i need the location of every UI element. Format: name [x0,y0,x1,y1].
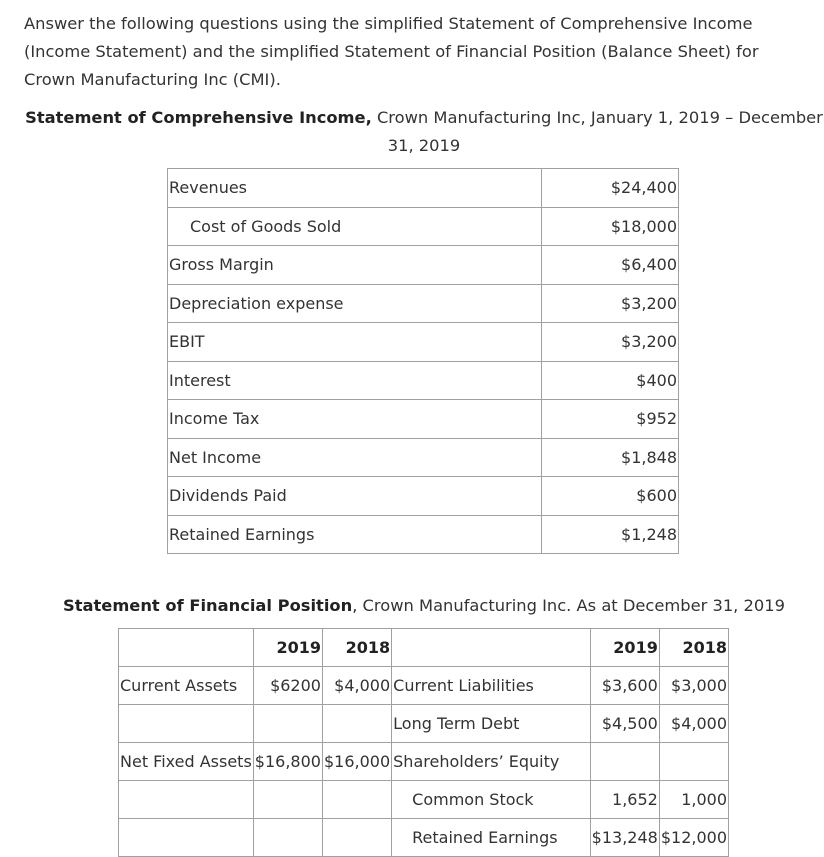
row-label: EBIT [168,323,542,362]
table-row [168,207,679,246]
liability-2018-value: $4,000 [659,705,728,743]
income-statement-title-bold: Statement of Comprehensive Income, [25,108,372,127]
row-value: $1,248 [541,515,678,554]
header-assets-2018: 2018 [322,629,391,667]
asset-2018-value: $16,000 [322,743,391,781]
asset-2019-value: $16,800 [253,743,322,781]
table-row [168,438,679,477]
asset-2019-value: $6200 [253,667,322,705]
row-value: $1,848 [541,438,678,477]
row-label: Income Tax [168,400,542,439]
header-liabilities-2018: 2018 [659,629,728,667]
liability-label: Shareholders’ Equity [392,743,591,781]
row-value: $18,000 [541,207,678,246]
liability-2018-value: $3,000 [659,667,728,705]
liability-2018-value: $12,000 [659,819,728,857]
row-label: Depreciation expense [168,284,542,323]
asset-2019-value [253,781,322,819]
liability-label: Long Term Debt [392,705,591,743]
row-label: Dividends Paid [168,477,542,516]
liability-2019-value: $4,500 [590,705,659,743]
table-row [119,705,729,743]
income-statement-title [24,104,824,160]
balance-sheet-title-bold: Statement of Financial Position [63,596,353,615]
table-row [168,400,679,439]
row-label: Revenues [168,169,542,208]
row-label: Cost of Goods Sold [168,207,542,246]
table-row [119,743,729,781]
row-value: $952 [541,400,678,439]
instructions-text: Answer the following questions using the simplified Statement of Comprehensive Income (Income Statement) and the simplified Statement of Financial Position (Balance Sheet) for Crown Manufacturing Inc (CMI). [24,14,759,89]
table-row [119,819,729,857]
asset-2018-value [322,705,391,743]
header-liabilities-2019: 2019 [590,629,659,667]
row-label: Interest [168,361,542,400]
liability-2019-value: 1,652 [590,781,659,819]
row-label: Gross Margin [168,246,542,285]
asset-2019-value [253,819,322,857]
asset-label [119,705,254,743]
row-value: $3,200 [541,323,678,362]
liability-label: Retained Earnings [392,819,591,857]
asset-2018-value: $4,000 [322,667,391,705]
table-header-row [119,629,729,667]
balance-sheet-title [24,594,824,618]
liability-2019-value: $13,248 [590,819,659,857]
asset-2018-value [322,819,391,857]
table-row [168,477,679,516]
liability-label: Common Stock [392,781,591,819]
header-empty-cell [392,629,591,667]
balance-sheet-title-rest: , Crown Manufacturing Inc. As at December 31, 2019 [352,596,785,615]
liability-2018-value [659,743,728,781]
liability-2018-value: 1,000 [659,781,728,819]
liability-2019-value [590,743,659,781]
table-row [168,515,679,554]
asset-label [119,819,254,857]
table-row [168,323,679,362]
table-row [119,667,729,705]
asset-label: Net Fixed Assets [119,743,254,781]
row-label: Net Income [168,438,542,477]
table-row [168,284,679,323]
liability-label: Current Liabilities [392,667,591,705]
table-row [168,361,679,400]
asset-label: Current Assets [119,667,254,705]
table-row [168,246,679,285]
table-row [168,169,679,208]
income-statement-table [167,168,679,554]
balance-sheet-table [118,628,729,857]
asset-2019-value [253,705,322,743]
header-assets-2019: 2019 [253,629,322,667]
header-empty-cell [119,629,254,667]
asset-label [119,781,254,819]
row-value: $600 [541,477,678,516]
table-row [119,781,729,819]
asset-2018-value [322,781,391,819]
row-value: $24,400 [541,169,678,208]
row-value: $3,200 [541,284,678,323]
row-label: Retained Earnings [168,515,542,554]
row-value: $6,400 [541,246,678,285]
row-value: $400 [541,361,678,400]
income-statement-title-rest: Crown Manufacturing Inc, January 1, 2019 – December 31, 2019 [371,108,823,155]
liability-2019-value: $3,600 [590,667,659,705]
